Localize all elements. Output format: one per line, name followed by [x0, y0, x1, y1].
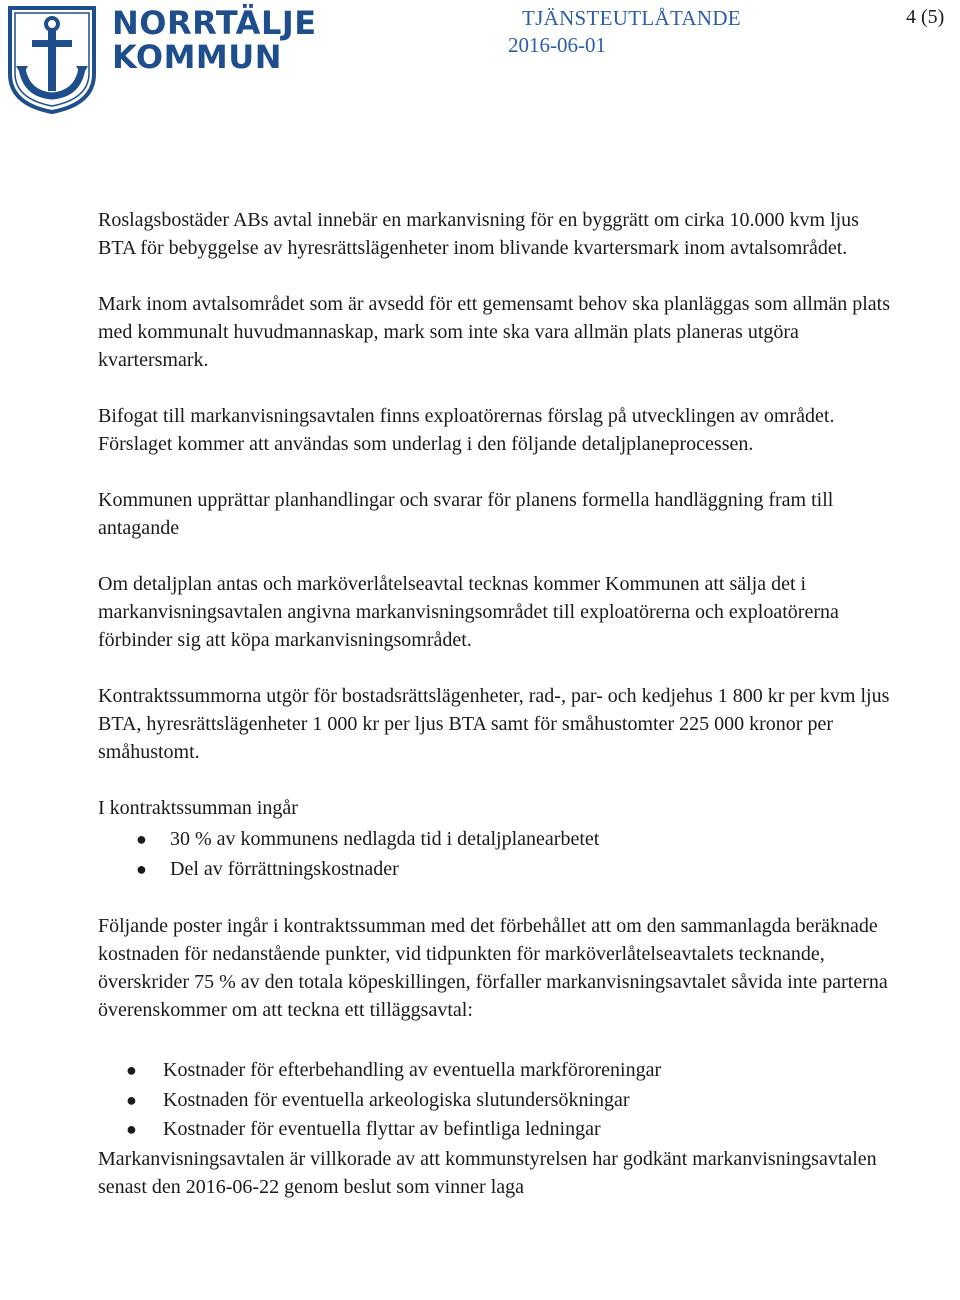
list-item: ● Kostnaden för eventuella arkeologiska slutundersökningar: [98, 1086, 898, 1116]
bullet-icon: ●: [126, 1119, 137, 1139]
logo-wordmark: [112, 6, 317, 74]
bullet-icon: ●: [126, 1060, 137, 1080]
bullet-icon: ●: [126, 1089, 137, 1110]
paragraph-6: Kontraktssummorna utgör för bostadsrättslägenheter, rad-, par- och kedjehus 1 800 kr per kvm ljus BTA, hyresrättslägenheter 1 000 kr per ljus BTA samt för småhustomter 225 000 kronor per småhustomt.: [98, 685, 890, 763]
paragraph-1: Roslagsbostäder ABs avtal innebär en markanvisning för en byggrätt om cirka 10.000 kvm ljus BTA för bebyggelse av hyresrättslägenheter inom blivande kvartersmark inom avtalsområdet.: [98, 209, 859, 259]
paragraph-5: Om detaljplan antas och marköverlåtelseavtal tecknas kommer Kommunen att sälja det i markanvisningsavtalen angivna markanvisningsområdet till exploatörerna och exploatörerna förbinder sig att köpa markanvisningsområdet.: [98, 573, 839, 651]
anchor-crest-icon: [6, 4, 98, 114]
bullet-icon: ●: [136, 829, 147, 849]
logo-line-2: KOMMUN: [112, 38, 283, 76]
document-body: [98, 206, 898, 1201]
list-item: ● Kostnader för eventuella flyttar av befintliga ledningar: [98, 1115, 898, 1145]
list-item: ● Kostnader för efterbehandling av eventuella markföroreningar: [98, 1056, 898, 1086]
paragraph-8: Följande poster ingår i kontraktssumman med det förbehållet att om den sammanlagda beräknade kostnaden för nedanstående punkter, vid tidpunkten för marköverlåtelseavtalets tecknande, överskrider 75 % av den totala köpeskillingen, förfaller markanvisningsavtalet såvida inte parterna överenskommer om att teckna ett tilläggsavtal:: [98, 915, 888, 1021]
page-number: 4 (5): [906, 6, 945, 28]
document-date: 2016-06-01: [508, 33, 606, 57]
municipality-logo: [6, 4, 98, 114]
paragraph-9: Markanvisningsavtalen är villkorade av att kommunstyrelsen har godkänt markanvisningsavtalen senast den 2016-06-22 genom beslut som vinner laga: [98, 1147, 877, 1198]
list-item: ● Del av förrättningskostnader: [98, 854, 898, 884]
document-type: TJÄNSTEUTLÅTANDE: [522, 6, 741, 30]
bullet-list-costs: [98, 1056, 898, 1145]
bullet-icon: ●: [136, 859, 147, 879]
paragraph-7: I kontraktssumman ingår: [98, 797, 298, 819]
list-item: ● 30 % av kommunens nedlagda tid i detaljplanearbetet: [98, 824, 898, 854]
paragraph-2: Mark inom avtalsområdet som är avsedd för ett gemensamt behov ska planläggas som allmän plats med kommunalt huvudmannaskap, mark som inte ska vara allmän plats planeras utgöra kvartersmark.: [98, 293, 891, 371]
paragraph-3: Bifogat till markanvisningsavtalen finns exploatörernas förslag på utvecklingen av området. Förslaget kommer att användas som underlag i den följande detaljplaneprocessen.: [98, 405, 835, 455]
logo-line-1: NORRTÄLJE: [112, 4, 317, 42]
bullet-list-included: [98, 824, 898, 884]
paragraph-4: Kommunen upprättar planhandlingar och svarar för planens formella handläggning fram till antagande: [98, 489, 834, 539]
page-header: [0, 0, 960, 120]
